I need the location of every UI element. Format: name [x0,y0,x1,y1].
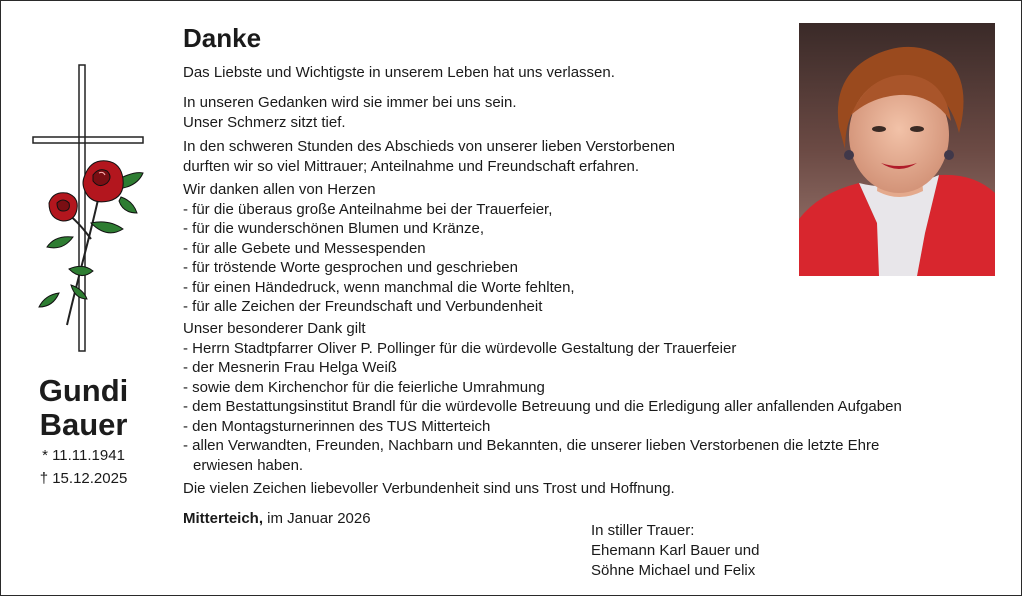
list-item: - für einen Händedruck, wenn manchmal die Worte fehlten, [183,278,575,296]
list-item: - Herrn Stadtpfarrer Oliver P. Pollinger für die würdevolle Gestaltung der Trauerfeier [183,339,737,357]
deceased-first-name: Gundi [38,373,129,408]
intro-text: Das Liebste und Wichtigste in unserem Leben hat uns verlassen. [183,64,615,81]
list-item: - sowie dem Kirchenchor für die feierliche Umrahmung [183,378,545,396]
place-name: Mitterteich, [183,510,264,527]
birth-date: * 11.11.1941 [42,447,125,464]
list-item-continuation: erwiesen haben. [193,456,304,474]
death-date: † 15.12.2025 [39,470,128,487]
place-date-line [183,509,371,529]
hours-paragraph: In den schweren Stunden des Abschieds von unserer lieben Verstorbenen durften wir so viel Mittrauer; Anteilnahme und Freundschaft erfahren. [183,138,675,175]
list-item: - für die überaus große Anteilnahme bei der Trauerfeier, [183,200,553,218]
list-item: - allen Verwandten, Freunden, Nachbarn und Bekannten, die unserer lieben Verstorbenen die letzte Ehre [183,437,880,454]
closing-text: Die vielen Zeichen liebevoller Verbundenheit sind uns Trost und Hoffnung. [183,480,675,497]
portrait-photo [799,23,995,276]
list-item: - der Mesnerin Frau Helga Weiß [183,359,397,376]
special-heading: Unser besonderer Dank gilt [183,320,366,337]
list-item: - für alle Gebete und Messespenden [183,239,426,257]
date-text: im Januar 2026 [263,510,371,527]
list-item: - dem Bestattungsinstitut Brandl für die würdevolle Betreuung und die Erledigung aller anfallenden Aufgaben [183,398,902,415]
page-title: Danke [183,23,262,53]
list-item: - für tröstende Worte gesprochen und geschrieben [183,259,518,276]
cross-with-rose-icon [29,63,147,355]
thanks-list [183,180,575,317]
list-item: - den Montagsturnerinnen des TUS Mitterteich [183,417,491,435]
special-thanks-list [183,319,902,475]
deceased-last-name: Bauer [39,407,128,442]
list-item: - für alle Zeichen der Freundschaft und Verbundenheit [183,298,543,315]
list-item: - für die wunderschönen Blumen und Kränze, [183,220,485,237]
signoff: In stiller Trauer: Ehemann Karl Bauer und Söhne Michael und Felix [591,522,760,579]
thoughts-paragraph: In unseren Gedanken wird sie immer bei uns sein. Unser Schmerz sitzt tief. [183,94,517,131]
thanks-heading: Wir danken allen von Herzen [183,181,376,198]
